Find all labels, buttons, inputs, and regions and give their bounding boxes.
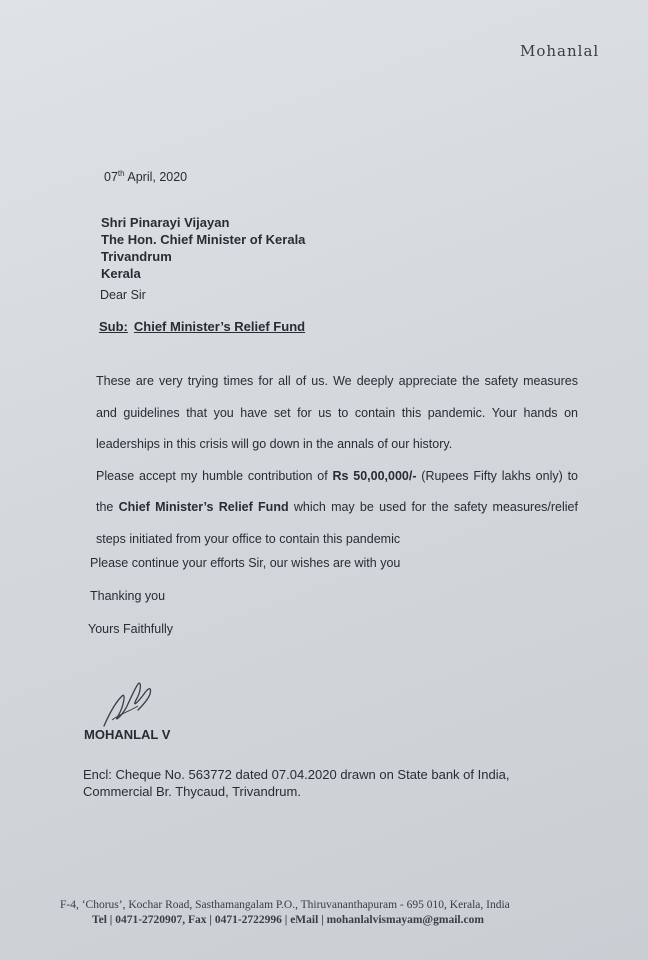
subject-text: Chief Minister’s Relief Fund xyxy=(133,319,306,334)
recipient-line: Shri Pinarayi Vijayan xyxy=(101,215,230,230)
letter-date xyxy=(104,169,187,184)
fund-name: Chief Minister’s Relief Fund xyxy=(118,500,289,514)
letter-body xyxy=(96,366,578,555)
contribution-amount: Rs 50,00,000/- xyxy=(332,468,417,483)
body-paragraph xyxy=(96,461,578,556)
para-text: which may be used for the safety measures/relief steps initiated from your office to contain this pandemic xyxy=(96,500,578,546)
subject-label: Sub: xyxy=(99,319,128,334)
para-text: Please accept my humble contribution of xyxy=(96,468,333,483)
enclosure-line: Commercial Br. Thycaud, Trivandrum. xyxy=(83,784,301,799)
enclosure-line: Encl: Cheque No. 563772 dated 07.04.2020 drawn on State bank of India, xyxy=(83,767,510,782)
recipient-line: Trivandrum xyxy=(101,249,172,264)
subject-line xyxy=(99,319,305,334)
enclosure-note xyxy=(83,766,509,800)
footer-contact: Tel | 0471-2720907, Fax | 0471-2722996 | eMail | mohanlalvismayam@gmail.com xyxy=(92,914,484,926)
thanking-line: Thanking you xyxy=(90,589,166,603)
signatory-name: MOHANLAL V xyxy=(84,727,171,742)
date-rest: April, 2020 xyxy=(124,170,188,185)
footer-address: F-4, ‘Chorus’, Kochar Road, Sasthamangalam P.O., Thiruvananthapuram - 695 010, Kerala, India xyxy=(60,899,510,911)
body-paragraph: These are very trying times for all of us. We deeply appreciate the safety measures and guidelines that you have set for us to contain this pandemic. Your hands on leaderships in this crisis will go down in the annals of our history. xyxy=(96,374,578,451)
efforts-line: Please continue your efforts Sir, our wishes are with you xyxy=(90,556,401,570)
handwritten-signature xyxy=(98,672,158,734)
date-suffix: th xyxy=(117,169,125,178)
letterhead-brand: Mohanlal xyxy=(520,42,600,60)
recipient-address xyxy=(101,214,305,282)
para-text: (Rupees Fifty lakhs only) to the xyxy=(96,468,578,514)
salutation: Dear Sir xyxy=(100,288,146,302)
date-day: 07 xyxy=(104,170,118,185)
letterhead-footer xyxy=(60,898,510,928)
recipient-line: The Hon. Chief Minister of Kerala xyxy=(101,232,306,247)
recipient-line: Kerala xyxy=(101,266,141,281)
closing-line: Yours Faithfully xyxy=(88,622,173,636)
